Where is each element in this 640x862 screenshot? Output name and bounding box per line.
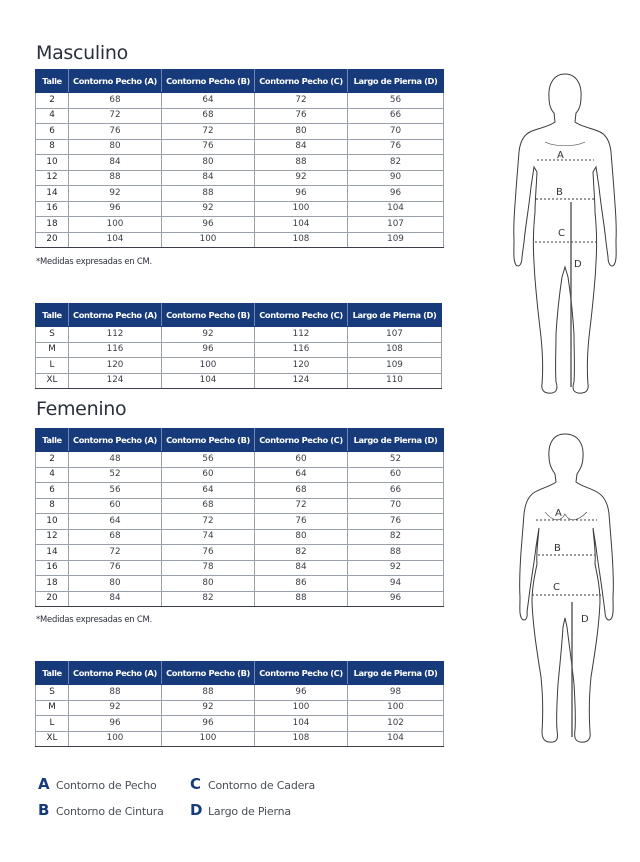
measure-cell: 108 (255, 232, 348, 248)
header-contorno-a: Contorno Pecho (A) (69, 429, 162, 452)
measure-cell: 80 (255, 529, 348, 545)
figure-label-b: B (554, 543, 561, 554)
measure-cell: 112 (69, 327, 162, 343)
measure-cell: 84 (69, 155, 162, 171)
measure-cell: 109 (348, 358, 442, 374)
table-row (36, 201, 444, 217)
header-talle: Talle (36, 304, 69, 327)
measure-cell: 88 (255, 591, 348, 607)
measure-cell: 88 (162, 685, 255, 701)
figure-label-a: A (555, 508, 562, 519)
measure-cell: 124 (69, 373, 162, 389)
measure-cell: 84 (69, 591, 162, 607)
measure-cell: 52 (348, 452, 444, 468)
size-cell: 2 (36, 93, 69, 109)
measure-cell: 110 (348, 373, 442, 389)
size-cell: 4 (36, 467, 69, 483)
table-row (36, 93, 444, 109)
size-table-masculino-adult (35, 303, 442, 389)
section-title-femenino: Femenino (36, 398, 127, 420)
measure-cell: 88 (255, 155, 348, 171)
measure-cell: 84 (255, 139, 348, 155)
measure-cell: 76 (348, 514, 444, 530)
header-contorno-b: Contorno Pecho (B) (162, 70, 255, 93)
size-cell: 12 (36, 529, 69, 545)
size-cell: 10 (36, 514, 69, 530)
measure-cell: 68 (69, 529, 162, 545)
measure-cell: 64 (162, 483, 255, 499)
measure-cell: 60 (162, 467, 255, 483)
measure-cell: 84 (162, 170, 255, 186)
units-note-femenino: *Medidas expresadas en CM. (36, 614, 152, 624)
table-row (36, 327, 442, 343)
figure-label-b: B (556, 187, 563, 198)
measure-cell: 68 (162, 108, 255, 124)
legend-letter: D (190, 801, 203, 819)
size-cell: 2 (36, 452, 69, 468)
size-cell: 14 (36, 186, 69, 202)
size-cell: 14 (36, 545, 69, 561)
size-cell: 8 (36, 139, 69, 155)
table-row (36, 217, 444, 233)
table-row (36, 731, 444, 747)
measure-cell: 96 (255, 186, 348, 202)
measure-cell: 82 (255, 545, 348, 561)
measure-cell: 48 (69, 452, 162, 468)
legend-item-b (38, 801, 164, 819)
units-note-masculino: *Medidas expresadas en CM. (36, 256, 152, 266)
size-cell: S (36, 685, 69, 701)
table-row (36, 560, 444, 576)
measure-cell: 56 (69, 483, 162, 499)
legend-text: Contorno de Cadera (208, 779, 316, 792)
size-cell: 16 (36, 560, 69, 576)
table-row (36, 545, 444, 561)
legend-letter: C (190, 775, 202, 793)
measure-cell: 92 (348, 560, 444, 576)
measure-cell: 94 (348, 576, 444, 592)
measure-cell: 76 (69, 124, 162, 140)
table-row (36, 483, 444, 499)
measure-cell: 60 (69, 498, 162, 514)
header-contorno-c: Contorno Pecho (C) (255, 662, 348, 685)
measure-cell: 107 (348, 217, 444, 233)
table-row (36, 452, 444, 468)
measure-cell: 90 (348, 170, 444, 186)
measure-cell: 82 (162, 591, 255, 607)
measure-cell: 68 (69, 93, 162, 109)
size-cell: L (36, 716, 69, 732)
size-cell: XL (36, 731, 69, 747)
measure-cell: 109 (348, 232, 444, 248)
size-cell: 12 (36, 170, 69, 186)
header-contorno-c: Contorno Pecho (C) (255, 304, 348, 327)
measure-cell: 100 (162, 731, 255, 747)
size-cell: 6 (36, 483, 69, 499)
measure-cell: 76 (162, 545, 255, 561)
measure-cell: 80 (162, 155, 255, 171)
measure-cell: 96 (255, 685, 348, 701)
measure-cell: 107 (348, 327, 442, 343)
measure-cell: 96 (69, 201, 162, 217)
legend-text: Contorno de Pecho (56, 779, 157, 792)
measure-cell: 80 (255, 124, 348, 140)
header-talle: Talle (36, 662, 69, 685)
size-table-femenino-adult (35, 661, 444, 747)
table-row (36, 124, 444, 140)
size-cell: S (36, 327, 69, 343)
measure-cell: 56 (348, 93, 444, 109)
size-cell: M (36, 342, 69, 358)
measure-cell: 100 (69, 731, 162, 747)
measure-cell: 76 (348, 139, 444, 155)
measure-cell: 66 (348, 483, 444, 499)
measure-cell: 100 (348, 700, 444, 716)
size-table-masculino-kids (35, 69, 444, 248)
measure-cell: 120 (255, 358, 348, 374)
measure-cell: 100 (255, 201, 348, 217)
measure-cell: 100 (162, 232, 255, 248)
measure-cell: 60 (348, 467, 444, 483)
table-row (36, 186, 444, 202)
measure-cell: 80 (69, 139, 162, 155)
measure-cell: 92 (162, 327, 255, 343)
measure-cell: 104 (255, 217, 348, 233)
table-row (36, 685, 444, 701)
header-talle: Talle (36, 70, 69, 93)
measure-cell: 120 (69, 358, 162, 374)
table-row (36, 576, 444, 592)
measure-cell: 60 (255, 452, 348, 468)
legend-item-a (38, 775, 157, 793)
size-cell: M (36, 700, 69, 716)
size-cell: XL (36, 373, 69, 389)
measure-cell: 80 (69, 576, 162, 592)
measure-cell: 88 (348, 545, 444, 561)
measure-cell: 64 (255, 467, 348, 483)
table-row (36, 139, 444, 155)
measure-cell: 72 (162, 124, 255, 140)
measure-cell: 96 (162, 716, 255, 732)
measure-cell: 92 (162, 700, 255, 716)
size-cell: 4 (36, 108, 69, 124)
measure-cell: 78 (162, 560, 255, 576)
measure-cell: 116 (69, 342, 162, 358)
header-contorno-b: Contorno Pecho (B) (162, 662, 255, 685)
table-row (36, 467, 444, 483)
measure-cell: 64 (69, 514, 162, 530)
table-row (36, 358, 442, 374)
measure-cell: 68 (255, 483, 348, 499)
table-row (36, 108, 444, 124)
measure-cell: 100 (255, 700, 348, 716)
measure-cell: 70 (348, 124, 444, 140)
measure-cell: 66 (348, 108, 444, 124)
measure-cell: 104 (348, 201, 444, 217)
size-cell: 20 (36, 591, 69, 607)
legend-text: Largo de Pierna (208, 805, 291, 818)
legend-text: Contorno de Cintura (56, 805, 164, 818)
figure-label-d: D (574, 259, 582, 270)
measure-cell: 88 (69, 685, 162, 701)
legend-letter: A (38, 775, 50, 793)
measure-cell: 72 (69, 545, 162, 561)
header-largo-pierna: Largo de Pierna (D) (348, 304, 442, 327)
table-row (36, 591, 444, 607)
size-table-femenino-kids (35, 428, 444, 607)
measure-cell: 96 (162, 342, 255, 358)
measure-cell: 96 (69, 716, 162, 732)
table-row (36, 155, 444, 171)
header-contorno-c: Contorno Pecho (C) (255, 70, 348, 93)
measure-cell: 72 (255, 93, 348, 109)
table-row (36, 232, 444, 248)
measure-cell: 82 (348, 155, 444, 171)
measure-cell: 98 (348, 685, 444, 701)
measure-cell: 72 (255, 498, 348, 514)
measure-cell: 108 (348, 342, 442, 358)
size-cell: 20 (36, 232, 69, 248)
measure-cell: 104 (255, 716, 348, 732)
measure-cell: 76 (69, 560, 162, 576)
size-cell: 10 (36, 155, 69, 171)
figure-label-c: C (558, 228, 565, 239)
header-contorno-a: Contorno Pecho (A) (69, 304, 162, 327)
measure-cell: 52 (69, 467, 162, 483)
measure-cell: 70 (348, 498, 444, 514)
header-largo-pierna: Largo de Pierna (D) (348, 429, 444, 452)
male-body-figure (510, 72, 620, 402)
measure-cell: 104 (348, 731, 444, 747)
measure-cell: 92 (69, 186, 162, 202)
figure-label-c: C (553, 582, 560, 593)
measure-cell: 104 (69, 232, 162, 248)
measure-cell: 76 (162, 139, 255, 155)
female-body-figure (515, 432, 620, 752)
size-cell: L (36, 358, 69, 374)
section-title-masculino: Masculino (36, 42, 128, 64)
measure-cell: 72 (162, 514, 255, 530)
table-row (36, 373, 442, 389)
measure-cell: 76 (255, 514, 348, 530)
size-cell: 8 (36, 498, 69, 514)
measure-cell: 74 (162, 529, 255, 545)
size-cell: 6 (36, 124, 69, 140)
header-contorno-c: Contorno Pecho (C) (255, 429, 348, 452)
measure-cell: 112 (255, 327, 348, 343)
measure-cell: 56 (162, 452, 255, 468)
table-row (36, 529, 444, 545)
header-largo-pierna: Largo de Pierna (D) (348, 662, 444, 685)
header-contorno-b: Contorno Pecho (B) (162, 304, 255, 327)
measure-cell: 116 (255, 342, 348, 358)
table-row (36, 716, 444, 732)
header-talle: Talle (36, 429, 69, 452)
measure-cell: 72 (69, 108, 162, 124)
measure-cell: 100 (69, 217, 162, 233)
header-largo-pierna: Largo de Pierna (D) (348, 70, 444, 93)
measure-cell: 124 (255, 373, 348, 389)
table-row (36, 700, 444, 716)
measure-cell: 102 (348, 716, 444, 732)
legend-letter: B (38, 801, 50, 819)
legend-item-c (190, 775, 315, 793)
size-cell: 16 (36, 201, 69, 217)
measure-cell: 88 (69, 170, 162, 186)
measure-cell: 92 (69, 700, 162, 716)
measure-cell: 80 (162, 576, 255, 592)
measure-cell: 92 (255, 170, 348, 186)
measure-cell: 100 (162, 358, 255, 374)
measure-cell: 82 (348, 529, 444, 545)
measure-cell: 88 (162, 186, 255, 202)
measure-cell: 96 (162, 217, 255, 233)
figure-label-a: A (557, 150, 564, 161)
table-row (36, 498, 444, 514)
table-row (36, 170, 444, 186)
measure-cell: 76 (255, 108, 348, 124)
figure-label-d: D (581, 614, 589, 625)
size-cell: 18 (36, 576, 69, 592)
measure-cell: 92 (162, 201, 255, 217)
table-row (36, 342, 442, 358)
measure-cell: 68 (162, 498, 255, 514)
header-contorno-a: Contorno Pecho (A) (69, 70, 162, 93)
measure-cell: 96 (348, 591, 444, 607)
measure-cell: 96 (348, 186, 444, 202)
legend-item-d (190, 801, 291, 819)
header-contorno-b: Contorno Pecho (B) (162, 429, 255, 452)
measure-cell: 64 (162, 93, 255, 109)
measure-cell: 104 (162, 373, 255, 389)
table-row (36, 514, 444, 530)
measure-cell: 108 (255, 731, 348, 747)
measure-cell: 84 (255, 560, 348, 576)
size-cell: 18 (36, 217, 69, 233)
header-contorno-a: Contorno Pecho (A) (69, 662, 162, 685)
measure-cell: 86 (255, 576, 348, 592)
